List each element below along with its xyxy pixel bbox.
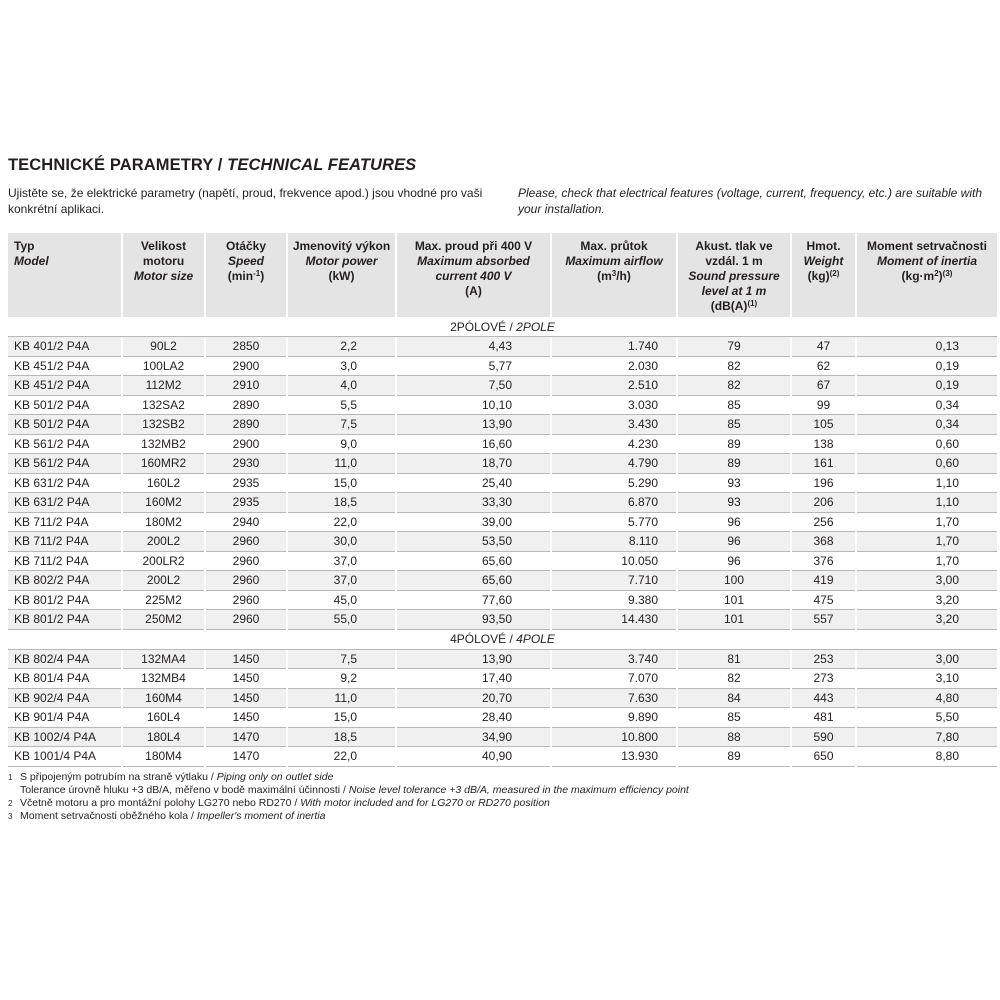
cell-speed: 2890 xyxy=(206,396,286,416)
cell-airflow: 14.430 xyxy=(552,610,676,630)
cell-weight: 47 xyxy=(792,337,855,357)
cell-motor-power: 7,5 xyxy=(288,650,395,670)
cell-motor-size: 180M4 xyxy=(123,747,204,767)
cell-airflow: 4.790 xyxy=(552,454,676,474)
cell-sound: 96 xyxy=(678,532,790,552)
cell-model: KB 401/2 P4A xyxy=(8,337,121,357)
table-row xyxy=(8,415,997,435)
cell-motor-size: 200LR2 xyxy=(123,552,204,572)
cell-sound: 89 xyxy=(678,747,790,767)
cell-motor-size: 160L2 xyxy=(123,474,204,494)
cell-weight: 138 xyxy=(792,435,855,455)
cell-motor-power: 37,0 xyxy=(288,552,395,572)
cell-inertia: 3,10 xyxy=(857,669,997,689)
cell-sound: 85 xyxy=(678,396,790,416)
table-row xyxy=(8,435,997,455)
section-header xyxy=(8,630,997,650)
cell-motor-size: 132SA2 xyxy=(123,396,204,416)
cell-motor-power: 30,0 xyxy=(288,532,395,552)
footnote-en: Piping only on outlet side xyxy=(216,770,334,783)
cell-model: KB 902/4 P4A xyxy=(8,689,121,709)
cell-current: 28,40 xyxy=(397,708,550,728)
cell-inertia: 0,19 xyxy=(857,357,997,377)
cell-motor-power: 37,0 xyxy=(288,571,395,591)
cell-weight: 105 xyxy=(792,415,855,435)
cell-motor-size: 200L2 xyxy=(123,532,204,552)
cell-inertia: 0,13 xyxy=(857,337,997,357)
cell-motor-size: 100LA2 xyxy=(123,357,204,377)
cell-speed: 2850 xyxy=(206,337,286,357)
cell-airflow: 2.030 xyxy=(552,357,676,377)
cell-airflow: 10.050 xyxy=(552,552,676,572)
cell-sound: 85 xyxy=(678,708,790,728)
table-row xyxy=(8,474,997,494)
footnote-number xyxy=(8,784,20,797)
table-row xyxy=(8,357,997,377)
header-inertia: Moment setrvačnosti Moment of inertia $(kg\cdot m^2)^{(3)}$ xyxy=(857,233,997,317)
cell-motor-size: 180M2 xyxy=(123,513,204,533)
cell-current: 20,70 xyxy=(397,689,550,709)
cell-motor-size: 160M2 xyxy=(123,493,204,513)
table-row xyxy=(8,689,997,709)
header-current: Max. proud při 400 V Maximum absorbed current 400 V (A) xyxy=(397,233,550,317)
cell-sound: 96 xyxy=(678,552,790,572)
footnote-number: 1 xyxy=(8,772,13,782)
header-weight: Hmot. Weight (kg)$^{(2)}$ xyxy=(792,233,855,317)
cell-current: 7,50 xyxy=(397,376,550,396)
cell-motor-size: 250M2 xyxy=(123,610,204,630)
cell-current: 16,60 xyxy=(397,435,550,455)
cell-speed: 2890 xyxy=(206,415,286,435)
section-label: 2PÓLOVÉ / 2POLE xyxy=(8,317,997,337)
cell-weight: 99 xyxy=(792,396,855,416)
cell-weight: 481 xyxy=(792,708,855,728)
cell-model: KB 801/2 P4A xyxy=(8,610,121,630)
table-row xyxy=(8,650,997,670)
cell-speed: 2960 xyxy=(206,552,286,572)
cell-inertia: 8,80 xyxy=(857,747,997,767)
cell-current: 17,40 xyxy=(397,669,550,689)
cell-motor-power: 9,2 xyxy=(288,669,395,689)
cell-weight: 590 xyxy=(792,728,855,748)
cell-speed: 2930 xyxy=(206,454,286,474)
table-row xyxy=(8,454,997,474)
cell-inertia: 1,70 xyxy=(857,513,997,533)
cell-weight: 161 xyxy=(792,454,855,474)
cell-current: 34,90 xyxy=(397,728,550,748)
table-row xyxy=(8,532,997,552)
cell-speed: 2960 xyxy=(206,532,286,552)
cell-motor-power: 4,0 xyxy=(288,376,395,396)
cell-sound: 82 xyxy=(678,669,790,689)
cell-model: KB 451/2 P4A xyxy=(8,357,121,377)
cell-motor-power: 18,5 xyxy=(288,493,395,513)
cell-current: 65,60 xyxy=(397,571,550,591)
cell-model: KB 901/4 P4A xyxy=(8,708,121,728)
cell-motor-power: 22,0 xyxy=(288,513,395,533)
cell-airflow: 5.290 xyxy=(552,474,676,494)
cell-model: KB 801/4 P4A xyxy=(8,669,121,689)
cell-current: 4,43 xyxy=(397,337,550,357)
footnote xyxy=(8,810,993,823)
cell-inertia: 0,60 xyxy=(857,435,997,455)
cell-motor-size: 225M2 xyxy=(123,591,204,611)
footnote-number: 3 xyxy=(8,811,13,821)
cell-current: 39,00 xyxy=(397,513,550,533)
cell-motor-power: 55,0 xyxy=(288,610,395,630)
cell-weight: 62 xyxy=(792,357,855,377)
intro-en: Please, check that electrical features (voltage, current, frequency, etc.) are suitable with your installation. xyxy=(518,186,983,216)
table-row xyxy=(8,552,997,572)
table-row xyxy=(8,337,997,357)
cell-model: KB 802/4 P4A xyxy=(8,650,121,670)
cell-model: KB 561/2 P4A xyxy=(8,435,121,455)
cell-inertia: 3,20 xyxy=(857,591,997,611)
cell-current: 25,40 xyxy=(397,474,550,494)
cell-speed: 1470 xyxy=(206,747,286,767)
cell-speed: 2960 xyxy=(206,571,286,591)
table-body xyxy=(8,317,997,767)
cell-airflow: 7.630 xyxy=(552,689,676,709)
cell-sound: 93 xyxy=(678,474,790,494)
cell-airflow: 9.380 xyxy=(552,591,676,611)
cell-current: 5,77 xyxy=(397,357,550,377)
cell-weight: 206 xyxy=(792,493,855,513)
cell-speed: 1450 xyxy=(206,650,286,670)
cell-speed: 2935 xyxy=(206,474,286,494)
cell-sound: 101 xyxy=(678,591,790,611)
cell-motor-power: 15,0 xyxy=(288,474,395,494)
cell-sound: 85 xyxy=(678,415,790,435)
table-row xyxy=(8,376,997,396)
cell-motor-power: 22,0 xyxy=(288,747,395,767)
cell-inertia: 4,80 xyxy=(857,689,997,709)
footnote-cz: Moment setrvačnosti oběžného kola / xyxy=(20,809,197,822)
cell-speed: 1450 xyxy=(206,669,286,689)
intro-cz: Ujistěte se, že elektrické parametry (napětí, proud, frekvence apod.) jsou vhodné pro vaši konkrétní aplikaci. xyxy=(8,186,483,216)
cell-motor-size: 132MA4 xyxy=(123,650,204,670)
cell-model: KB 802/2 P4A xyxy=(8,571,121,591)
cell-model: KB 631/2 P4A xyxy=(8,493,121,513)
cell-model: KB 501/2 P4A xyxy=(8,415,121,435)
cell-motor-size: 160MR2 xyxy=(123,454,204,474)
cell-weight: 256 xyxy=(792,513,855,533)
cell-inertia: 0,34 xyxy=(857,415,997,435)
cell-inertia: 3,00 xyxy=(857,571,997,591)
cell-speed: 2960 xyxy=(206,591,286,611)
cell-airflow: 10.800 xyxy=(552,728,676,748)
header-model: Typ Model xyxy=(8,233,121,317)
header-speed: Otáčky Speed $(\min^{-1})$ xyxy=(206,233,286,317)
cell-motor-power: 9,0 xyxy=(288,435,395,455)
table-row xyxy=(8,396,997,416)
cell-weight: 196 xyxy=(792,474,855,494)
cell-current: 18,70 xyxy=(397,454,550,474)
cell-inertia: 1,10 xyxy=(857,493,997,513)
cell-sound: 93 xyxy=(678,493,790,513)
cell-current: 93,50 xyxy=(397,610,550,630)
cell-current: 10,10 xyxy=(397,396,550,416)
cell-sound: 88 xyxy=(678,728,790,748)
cell-inertia: 0,34 xyxy=(857,396,997,416)
cell-inertia: 3,20 xyxy=(857,610,997,630)
cell-model: KB 501/2 P4A xyxy=(8,396,121,416)
cell-inertia: 1,10 xyxy=(857,474,997,494)
cell-inertia: 3,00 xyxy=(857,650,997,670)
cell-motor-size: 160L4 xyxy=(123,708,204,728)
cell-motor-power: 7,5 xyxy=(288,415,395,435)
cell-airflow: 5.770 xyxy=(552,513,676,533)
cell-airflow: 3.030 xyxy=(552,396,676,416)
cell-current: 33,30 xyxy=(397,493,550,513)
title-en: TECHNICAL FEATURES xyxy=(227,156,417,174)
cell-motor-size: 160M4 xyxy=(123,689,204,709)
cell-weight: 376 xyxy=(792,552,855,572)
cell-current: 77,60 xyxy=(397,591,550,611)
cell-inertia: 0,60 xyxy=(857,454,997,474)
cell-speed: 1450 xyxy=(206,708,286,728)
cell-current: 13,90 xyxy=(397,650,550,670)
cell-sound: 89 xyxy=(678,454,790,474)
cell-inertia: 7,80 xyxy=(857,728,997,748)
cell-model: KB 561/2 P4A xyxy=(8,454,121,474)
header-sound-pressure: Akust. tlak ve vzdál. 1 m Sound pressure level at 1 m ($dB(A)^{(1)}$ xyxy=(678,233,790,317)
cell-airflow: 3.430 xyxy=(552,415,676,435)
cell-motor-size: 132MB2 xyxy=(123,435,204,455)
cell-sound: 82 xyxy=(678,376,790,396)
table-row xyxy=(8,493,997,513)
cell-speed: 2935 xyxy=(206,493,286,513)
footnote xyxy=(8,784,993,797)
footnote-en: Noise level tolerance +3 dB/A, measured in the maximum efficiency point xyxy=(348,783,689,796)
cell-airflow: 9.890 xyxy=(552,708,676,728)
cell-motor-size: 200L2 xyxy=(123,571,204,591)
cell-airflow: 7.070 xyxy=(552,669,676,689)
document-page xyxy=(8,156,993,823)
cell-motor-size: 90L2 xyxy=(123,337,204,357)
cell-weight: 557 xyxy=(792,610,855,630)
cell-weight: 419 xyxy=(792,571,855,591)
table-row xyxy=(8,728,997,748)
cell-weight: 443 xyxy=(792,689,855,709)
cell-sound: 84 xyxy=(678,689,790,709)
cell-inertia: 1,70 xyxy=(857,552,997,572)
cell-sound: 101 xyxy=(678,610,790,630)
cell-current: 65,60 xyxy=(397,552,550,572)
table-row xyxy=(8,669,997,689)
cell-model: KB 631/2 P4A xyxy=(8,474,121,494)
table-header xyxy=(8,233,997,317)
section-label: 4PÓLOVÉ / 4POLE xyxy=(8,630,997,650)
cell-model: KB 1001/4 P4A xyxy=(8,747,121,767)
cell-speed: 2940 xyxy=(206,513,286,533)
cell-weight: 253 xyxy=(792,650,855,670)
cell-inertia: 0,19 xyxy=(857,376,997,396)
cell-motor-size: 112M2 xyxy=(123,376,204,396)
cell-weight: 475 xyxy=(792,591,855,611)
cell-weight: 67 xyxy=(792,376,855,396)
cell-airflow: 1.740 xyxy=(552,337,676,357)
cell-motor-size: 180L4 xyxy=(123,728,204,748)
section-header xyxy=(8,317,997,337)
cell-model: KB 711/2 P4A xyxy=(8,532,121,552)
cell-weight: 273 xyxy=(792,669,855,689)
cell-airflow: 7.710 xyxy=(552,571,676,591)
cell-model: KB 711/2 P4A xyxy=(8,552,121,572)
cell-motor-power: 3,0 xyxy=(288,357,395,377)
table-row xyxy=(8,571,997,591)
cell-current: 53,50 xyxy=(397,532,550,552)
cell-motor-power: 5,5 xyxy=(288,396,395,416)
footnotes xyxy=(8,771,993,823)
table-row xyxy=(8,708,997,728)
table-row xyxy=(8,610,997,630)
cell-model: KB 801/2 P4A xyxy=(8,591,121,611)
cell-motor-size: 132MB4 xyxy=(123,669,204,689)
cell-speed: 1450 xyxy=(206,689,286,709)
table-row xyxy=(8,591,997,611)
cell-inertia: 1,70 xyxy=(857,532,997,552)
cell-sound: 79 xyxy=(678,337,790,357)
cell-motor-power: 15,0 xyxy=(288,708,395,728)
cell-motor-size: 132SB2 xyxy=(123,415,204,435)
footnote xyxy=(8,771,993,784)
page-title xyxy=(8,156,993,175)
cell-current: 13,90 xyxy=(397,415,550,435)
footnote-en: Impeller's moment of inertia xyxy=(196,809,326,822)
cell-model: KB 711/2 P4A xyxy=(8,513,121,533)
cell-speed: 2900 xyxy=(206,435,286,455)
technical-table xyxy=(6,233,999,767)
footnote-cz: Včetně motoru a pro montážní polohy LG270 nebo RD270 / xyxy=(20,796,301,809)
cell-sound: 81 xyxy=(678,650,790,670)
cell-sound: 96 xyxy=(678,513,790,533)
title-cz: TECHNICKÉ PARAMETRY / xyxy=(8,156,228,174)
header-motor-size: Velikost motoru Motor size xyxy=(123,233,204,317)
cell-model: KB 451/2 P4A xyxy=(8,376,121,396)
cell-airflow: 2.510 xyxy=(552,376,676,396)
cell-airflow: 6.870 xyxy=(552,493,676,513)
cell-model: KB 1002/4 P4A xyxy=(8,728,121,748)
intro xyxy=(8,185,993,233)
footnote-cz: Tolerance úrovně hluku +3 dB/A, měřeno v bodě maximální účinnosti / xyxy=(20,783,349,796)
cell-speed: 2960 xyxy=(206,610,286,630)
header-airflow: Max. průtok Maximum airflow $(m^3/h)$ xyxy=(552,233,676,317)
cell-motor-power: 45,0 xyxy=(288,591,395,611)
cell-weight: 368 xyxy=(792,532,855,552)
cell-speed: 2900 xyxy=(206,357,286,377)
cell-motor-power: 11,0 xyxy=(288,689,395,709)
footnote-number: 2 xyxy=(8,798,13,808)
footnote-en: With motor included and for LG270 or RD270 position xyxy=(300,796,550,809)
cell-speed: 1470 xyxy=(206,728,286,748)
cell-current: 40,90 xyxy=(397,747,550,767)
cell-weight: 650 xyxy=(792,747,855,767)
cell-sound: 100 xyxy=(678,571,790,591)
footnote xyxy=(8,797,993,810)
cell-airflow: 13.930 xyxy=(552,747,676,767)
cell-airflow: 4.230 xyxy=(552,435,676,455)
cell-sound: 82 xyxy=(678,357,790,377)
footnote-cz: S připojeným potrubím na straně výtlaku / xyxy=(20,770,217,783)
cell-motor-power: 2,2 xyxy=(288,337,395,357)
cell-airflow: 8.110 xyxy=(552,532,676,552)
cell-airflow: 3.740 xyxy=(552,650,676,670)
cell-motor-power: 11,0 xyxy=(288,454,395,474)
cell-sound: 89 xyxy=(678,435,790,455)
cell-motor-power: 18,5 xyxy=(288,728,395,748)
table-row xyxy=(8,747,997,767)
cell-speed: 2910 xyxy=(206,376,286,396)
header-motor-power: Jmenovitý výkon Motor power (kW) xyxy=(288,233,395,317)
table-row xyxy=(8,513,997,533)
cell-inertia: 5,50 xyxy=(857,708,997,728)
